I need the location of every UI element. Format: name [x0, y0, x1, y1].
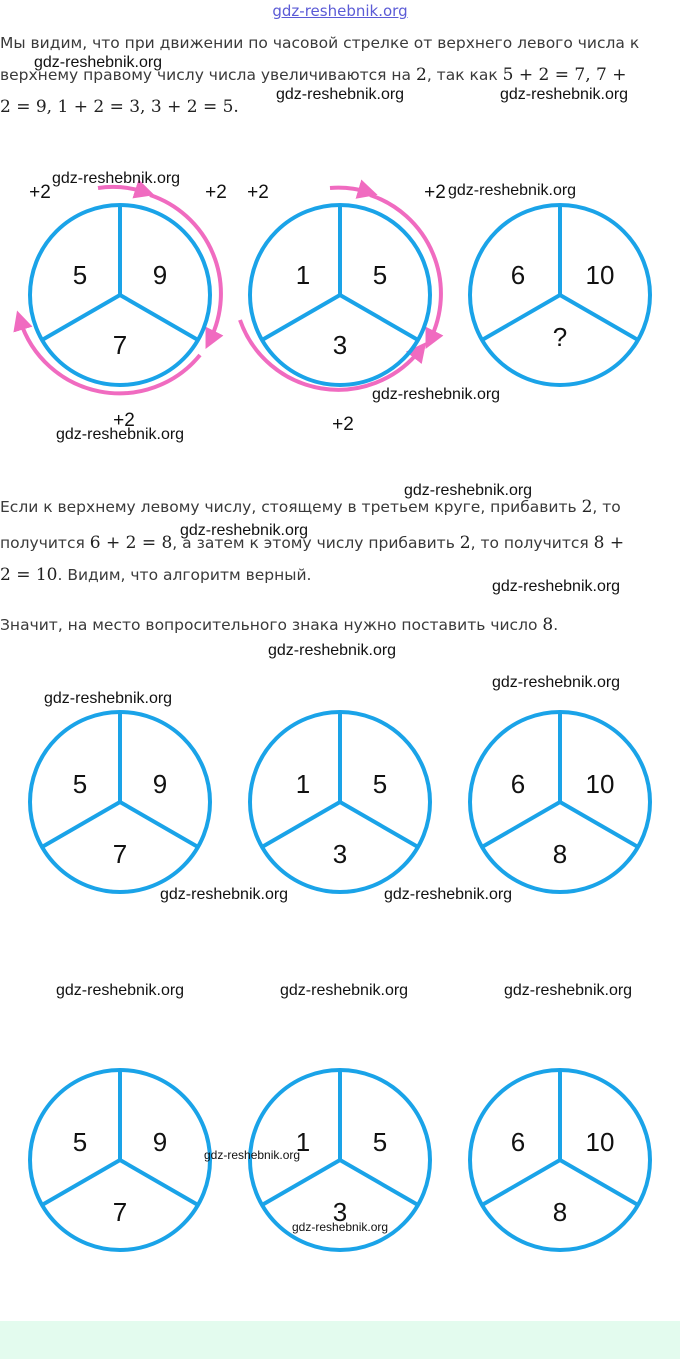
label-plus2-c: +2 [113, 410, 135, 431]
watermark: gdz-reshebnik.org [292, 1220, 389, 1234]
b3-bottom: 8 [552, 1197, 568, 1227]
label-plus2-a: +2 [29, 182, 51, 203]
paragraph-2-line-2 [0, 530, 676, 556]
m3-top-left: 6 [510, 769, 526, 799]
c3-bottom-question: ? [552, 322, 568, 352]
m3-top-right: 10 [585, 769, 615, 799]
site-link[interactable]: gdz-reshebnik.org [272, 2, 408, 20]
c3-top-left: 6 [510, 260, 526, 290]
watermark: gdz-reshebnik.org [448, 182, 577, 199]
b2-top-left: 1 [295, 1127, 311, 1157]
p2-line1-end: , то [592, 498, 621, 516]
watermark: gdz-reshebnik.org [44, 690, 173, 707]
c1-bottom: 7 [112, 330, 128, 360]
p1-line2-text: верхнему правому числу числа увеличиваются на [0, 66, 416, 84]
watermark: gdz-reshebnik.org [384, 886, 513, 903]
label-plus2-f: +2 [332, 414, 354, 435]
label-plus2-e: +2 [424, 182, 446, 203]
watermark: gdz-reshebnik.org [492, 578, 621, 595]
p2-line1-two: 2 [581, 497, 593, 517]
paragraph-3 [0, 612, 676, 638]
label-plus2-b: +2 [205, 182, 227, 203]
p1-line2-two: 2 [415, 65, 427, 85]
arrow-top-2 [330, 188, 368, 192]
m2-top-left: 1 [295, 769, 311, 799]
b1-top-right: 9 [152, 1127, 168, 1157]
p2-line2-math: 6 + 2 = 8 [89, 533, 173, 553]
b1-top-left: 5 [72, 1127, 88, 1157]
m1-bottom: 7 [112, 839, 128, 869]
c3-top-right: 10 [585, 260, 615, 290]
diagram-top-with-arrows [0, 170, 680, 450]
watermark: gdz-reshebnik.org [180, 522, 309, 539]
p2-line2-mid2: , то получится [470, 534, 594, 552]
p2-line2-text: получится [0, 534, 90, 552]
paragraph-2 [0, 494, 676, 588]
b2-bottom: 3 [332, 1197, 348, 1227]
paragraph-1 [0, 30, 676, 120]
watermark: gdz-reshebnik.org [160, 886, 289, 903]
watermark: gdz-reshebnik.org [280, 982, 409, 999]
p1-line3-math: 2 = 9, 1 + 2 = 3, 3 + 2 = 5. [0, 97, 239, 117]
label-plus2-d: +2 [247, 182, 269, 203]
watermark: gdz-reshebnik.org [404, 482, 533, 499]
watermark: gdz-reshebnik.org [504, 982, 633, 999]
b1-bottom: 7 [112, 1197, 128, 1227]
footer-strip [0, 1321, 680, 1359]
watermark: gdz-reshebnik.org [372, 386, 501, 403]
watermark: gdz-reshebnik.org [492, 674, 621, 691]
p1-line2-math: 5 + 2 = 7, 7 + [502, 65, 627, 85]
p2-line3-math: 2 = 10 [0, 565, 58, 585]
p2-line3-text: . Видим, что алгоритм верный. [57, 566, 312, 584]
m1-top-left: 5 [72, 769, 88, 799]
watermark: gdz-reshebnik.org [56, 426, 185, 443]
paragraph-1-line-1: Мы видим, что при движении по часовой стрелке от верхнего левого числа к [0, 34, 640, 52]
p1-line2-mid: , так как [426, 66, 503, 84]
m2-bottom: 3 [332, 839, 348, 869]
diagram-middle [0, 700, 680, 910]
b2-top-right: 5 [372, 1127, 388, 1157]
c2-bottom: 3 [332, 330, 348, 360]
c2-top-left: 1 [295, 260, 311, 290]
arrow-bottom-2 [240, 320, 420, 390]
c1-top-left: 5 [72, 260, 88, 290]
paragraph-2-line-1 [0, 494, 676, 520]
p3-num: 8 [542, 615, 554, 635]
b3-top-left: 6 [510, 1127, 526, 1157]
watermark: gdz-reshebnik.org [500, 86, 629, 103]
watermark: gdz-reshebnik.org [204, 1148, 301, 1162]
watermark: gdz-reshebnik.org [56, 982, 185, 999]
p3-text: Значит, на место вопросительного знака нужно поставить число [0, 616, 543, 634]
c2-top-right: 5 [372, 260, 388, 290]
p2-line2-mid: , а затем к этому числу прибавить [172, 534, 460, 552]
p2-line2-two: 2 [459, 533, 471, 553]
watermark: gdz-reshebnik.org [52, 170, 181, 187]
p2-line2-math2: 8 + [593, 533, 625, 553]
m3-bottom: 8 [552, 839, 568, 869]
watermark: gdz-reshebnik.org [276, 86, 405, 103]
watermark: gdz-reshebnik.org [34, 54, 163, 71]
circle-3 [470, 205, 650, 385]
p2-line1-text: Если к верхнему левому числу, стоящему в третьем круге, прибавить [0, 498, 582, 516]
m2-top-right: 5 [372, 769, 388, 799]
arrow-left-1 [20, 320, 200, 393]
p3-end: . [553, 616, 559, 634]
watermark: gdz-reshebnik.org [268, 642, 397, 659]
m1-top-right: 9 [152, 769, 168, 799]
b3-top-right: 10 [585, 1127, 615, 1157]
c1-top-right: 9 [152, 260, 168, 290]
